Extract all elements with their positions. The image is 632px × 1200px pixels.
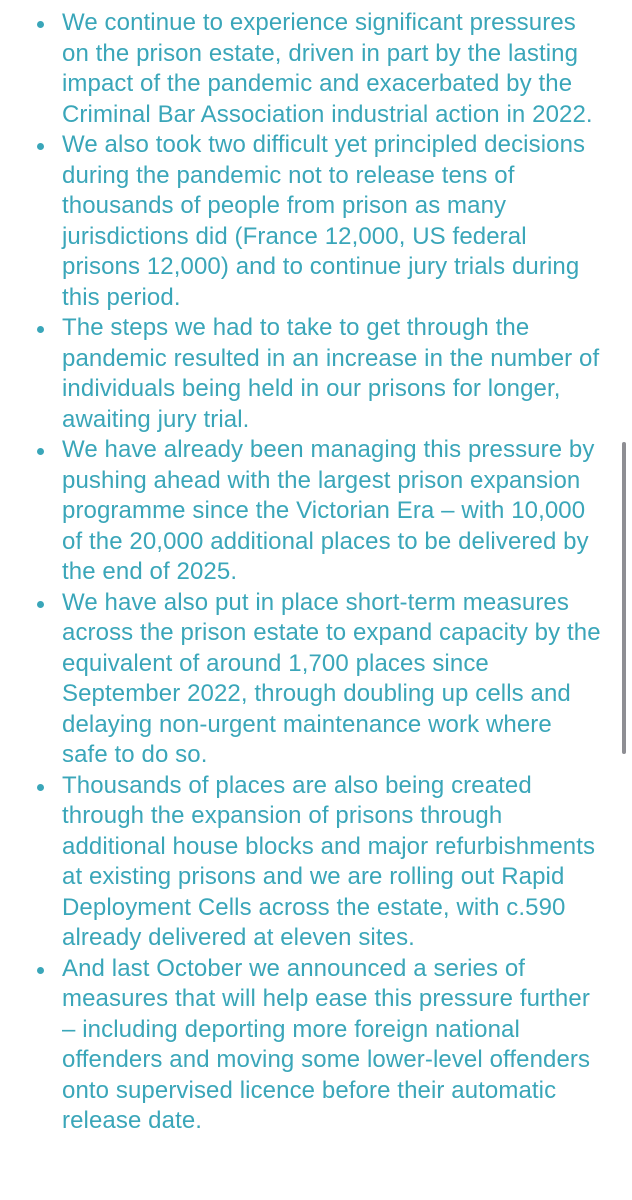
vertical-scrollbar[interactable] xyxy=(622,442,626,754)
bullet-item-6 xyxy=(0,771,610,954)
bullet-text: We continue to experience significant pressures on the prison estate, driven in part by the lasting impact of the pandemic and exacerbated by the Criminal Bar Association industrial action in 2022. xyxy=(62,9,593,128)
bullet-dot-icon xyxy=(37,143,44,150)
bullet-dot-icon xyxy=(37,784,44,791)
bullet-text: And last October we announced a series of measures that will help ease this pressure further – including deporting more foreign national offenders and moving some lower-level offenders onto supervised licence before their automatic release date. xyxy=(62,954,591,1134)
bullet-text: The steps we had to take to get through the pandemic resulted in an increase in the number of individuals being held in our prisons for longer, awaiting jury trial. xyxy=(62,314,600,433)
bullet-text: Thousands of places are also being created through the expansion of prisons through additional house blocks and major refurbishments at existing prisons and we are rolling out Rapid Deployment Cells across the estate, with c.590 already delivered at eleven sites. xyxy=(62,771,596,951)
document-body xyxy=(0,8,610,1137)
bullet-dot-icon xyxy=(37,21,44,28)
bullet-list xyxy=(0,8,610,1137)
bullet-item-7 xyxy=(0,954,610,1137)
bullet-item-2 xyxy=(0,130,610,313)
bullet-item-4 xyxy=(0,435,610,588)
bullet-item-5 xyxy=(0,588,610,771)
bullet-item-3 xyxy=(0,313,610,435)
bullet-dot-icon xyxy=(37,601,44,608)
bullet-item-1 xyxy=(0,8,610,130)
bullet-text: We also took two difficult yet principled decisions during the pandemic not to release tens of thousands of people from prison as many jurisdictions did (France 12,000, US federal prisons 12,000) and to continue jury trials during this period. xyxy=(62,131,586,311)
bullet-dot-icon xyxy=(37,326,44,333)
bullet-text: We have also put in place short-term measures across the prison estate to expand capacity by the equivalent of around 1,700 places since September 2022, through doubling up cells and delaying non-urgent maintenance work where safe to do so. xyxy=(62,588,601,768)
bullet-dot-icon xyxy=(37,967,44,974)
bullet-dot-icon xyxy=(37,448,44,455)
bullet-text: We have already been managing this pressure by pushing ahead with the largest prison expansion programme since the Victorian Era – with 10,000 of the 20,000 additional places to be delivered by the end of 2025. xyxy=(62,436,595,585)
